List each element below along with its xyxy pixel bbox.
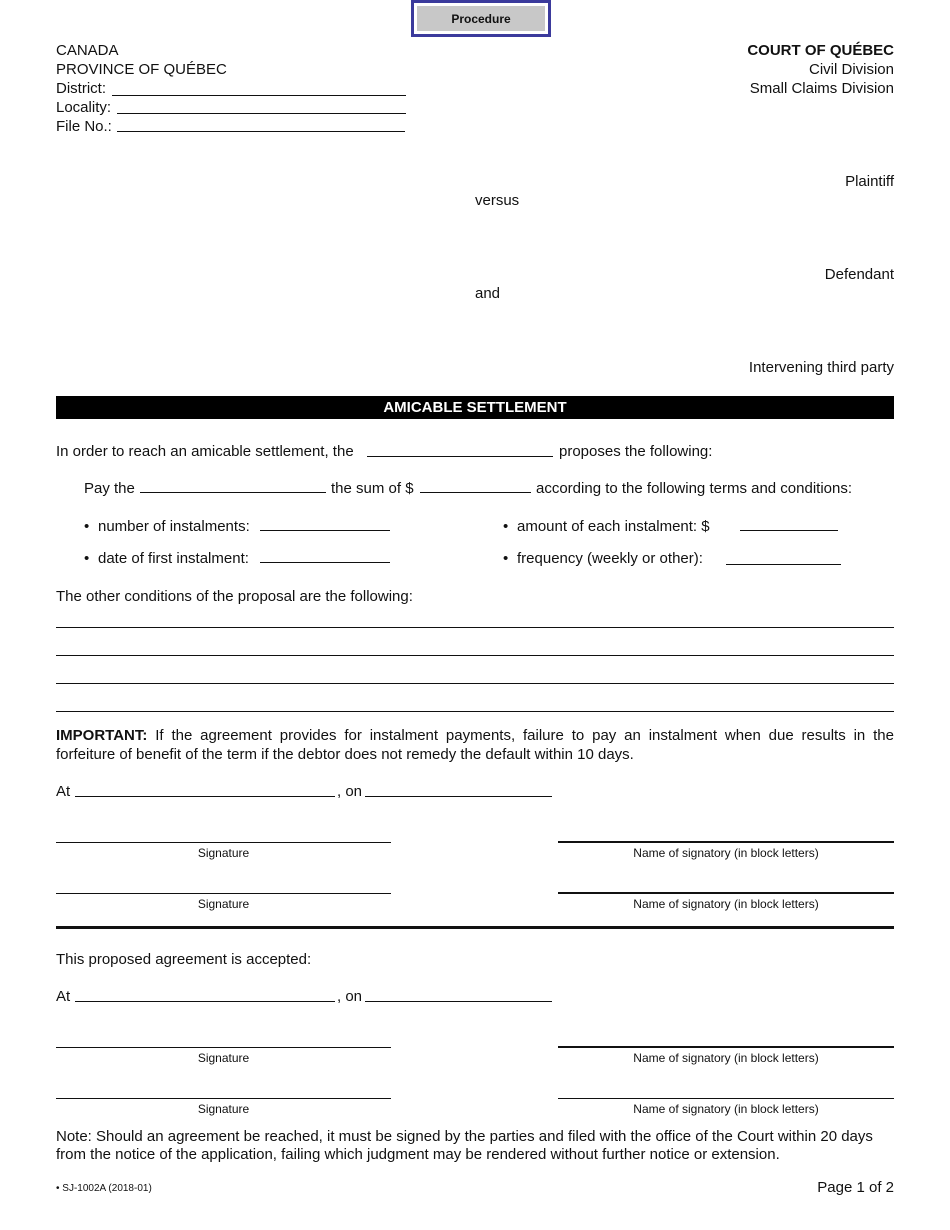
important-label: IMPORTANT: [56, 727, 148, 744]
frequency-field[interactable] [726, 564, 841, 565]
date-field[interactable] [365, 796, 552, 797]
sum-of-label: the sum of $ [331, 480, 414, 497]
intervening-third-party-label: Intervening third party [748, 359, 894, 376]
place-field[interactable] [75, 796, 335, 797]
signatory-name-caption: Name of signatory (in block letters) [633, 846, 819, 860]
terms-label: according to the following terms and conditions: [536, 480, 853, 497]
and-label: and [475, 285, 501, 302]
procedure-button-label: Procedure [417, 6, 545, 31]
locality-label: Locality: [56, 99, 112, 116]
defendant-label: Defendant [824, 266, 894, 283]
file-number-label: File No.: [56, 118, 112, 135]
amount-each-instalment-field[interactable] [740, 530, 838, 531]
file-number-field[interactable] [117, 131, 405, 132]
at-label: At [56, 783, 71, 800]
signature-caption: Signature [197, 897, 250, 911]
signatory-name-line[interactable] [558, 892, 894, 894]
intro-text-before: In order to reach an amicable settlement, the [56, 443, 354, 460]
procedure-button[interactable] [411, 0, 551, 37]
bullet-icon: • [84, 550, 90, 567]
signatory-name-caption: Name of signatory (in block letters) [633, 1051, 819, 1065]
important-text-2: forfeiture of benefit of the term if the debtor does not remedy the default within 10 days. [56, 746, 634, 763]
signatory-name-caption: Name of signatory (in block letters) [633, 1102, 819, 1116]
court-title: COURT OF QUÉBEC [747, 42, 894, 59]
number-of-instalments-field[interactable] [260, 530, 390, 531]
pay-the-label: Pay the [84, 480, 135, 497]
signature-caption: Signature [197, 846, 250, 860]
signatory-name-line[interactable] [558, 841, 894, 843]
intro-text-after: proposes the following: [559, 443, 713, 460]
date-first-instalment-field[interactable] [260, 562, 390, 563]
other-conditions-line-3[interactable] [56, 683, 894, 684]
signature-caption: Signature [197, 1102, 250, 1116]
bullet-icon: • [503, 518, 509, 535]
section-title-banner [56, 396, 894, 419]
note-line-1: Note: Should an agreement be reached, it must be signed by the parties and filed with the office of the Court within 20 days [56, 1128, 873, 1145]
bullet-icon: • [84, 518, 90, 535]
other-conditions-label: The other conditions of the proposal are the following: [56, 588, 413, 605]
signatory-name-line[interactable] [558, 1098, 894, 1099]
number-of-instalments-label: number of instalments: [98, 518, 250, 535]
district-label: District: [56, 80, 106, 97]
locality-field[interactable] [117, 113, 406, 114]
on-label: , on [337, 783, 363, 800]
signature-caption: Signature [197, 1051, 250, 1065]
province-label: PROVINCE OF QUÉBEC [56, 61, 227, 78]
note-line-2: from the notice of the application, failing which judgment may be rendered without further notice or extension. [56, 1146, 780, 1163]
signature-line[interactable] [56, 1047, 391, 1048]
important-text-1: If the agreement provides for instalment payments, failure to pay an instalment when due results in the [155, 727, 894, 744]
signatory-name-caption: Name of signatory (in block letters) [633, 897, 819, 911]
section-title: AMICABLE SETTLEMENT [383, 399, 567, 416]
plaintiff-label: Plaintiff [845, 173, 894, 190]
proposing-party-field[interactable] [367, 456, 553, 457]
signature-line[interactable] [56, 893, 391, 894]
district-field[interactable] [112, 95, 406, 96]
bullet-icon: • [503, 550, 509, 567]
on-label: , on [337, 988, 363, 1005]
signature-line[interactable] [56, 842, 391, 843]
date-field[interactable] [365, 1001, 552, 1002]
place-field[interactable] [75, 1001, 335, 1002]
other-conditions-line-4[interactable] [56, 711, 894, 712]
payee-field[interactable] [140, 492, 326, 493]
page-number: Page 1 of 2 [817, 1179, 894, 1196]
date-first-instalment-label: date of first instalment: [98, 550, 249, 567]
signatory-name-line[interactable] [558, 1046, 894, 1048]
section-divider [56, 926, 894, 929]
form-code: • SJ-1002A (2018-01) [56, 1183, 152, 1194]
accepted-label: This proposed agreement is accepted: [56, 951, 312, 968]
important-paragraph-line-1 [56, 727, 894, 744]
small-claims-division: Small Claims Division [749, 80, 894, 97]
civil-division: Civil Division [808, 61, 894, 78]
amount-each-instalment-label: amount of each instalment: $ [517, 518, 710, 535]
sum-field[interactable] [420, 492, 531, 493]
versus-label: versus [475, 192, 520, 209]
other-conditions-line-2[interactable] [56, 655, 894, 656]
country-label: CANADA [56, 42, 119, 59]
at-label: At [56, 988, 71, 1005]
frequency-label: frequency (weekly or other): [517, 550, 703, 567]
signature-line[interactable] [56, 1098, 391, 1099]
other-conditions-line-1[interactable] [56, 627, 894, 628]
